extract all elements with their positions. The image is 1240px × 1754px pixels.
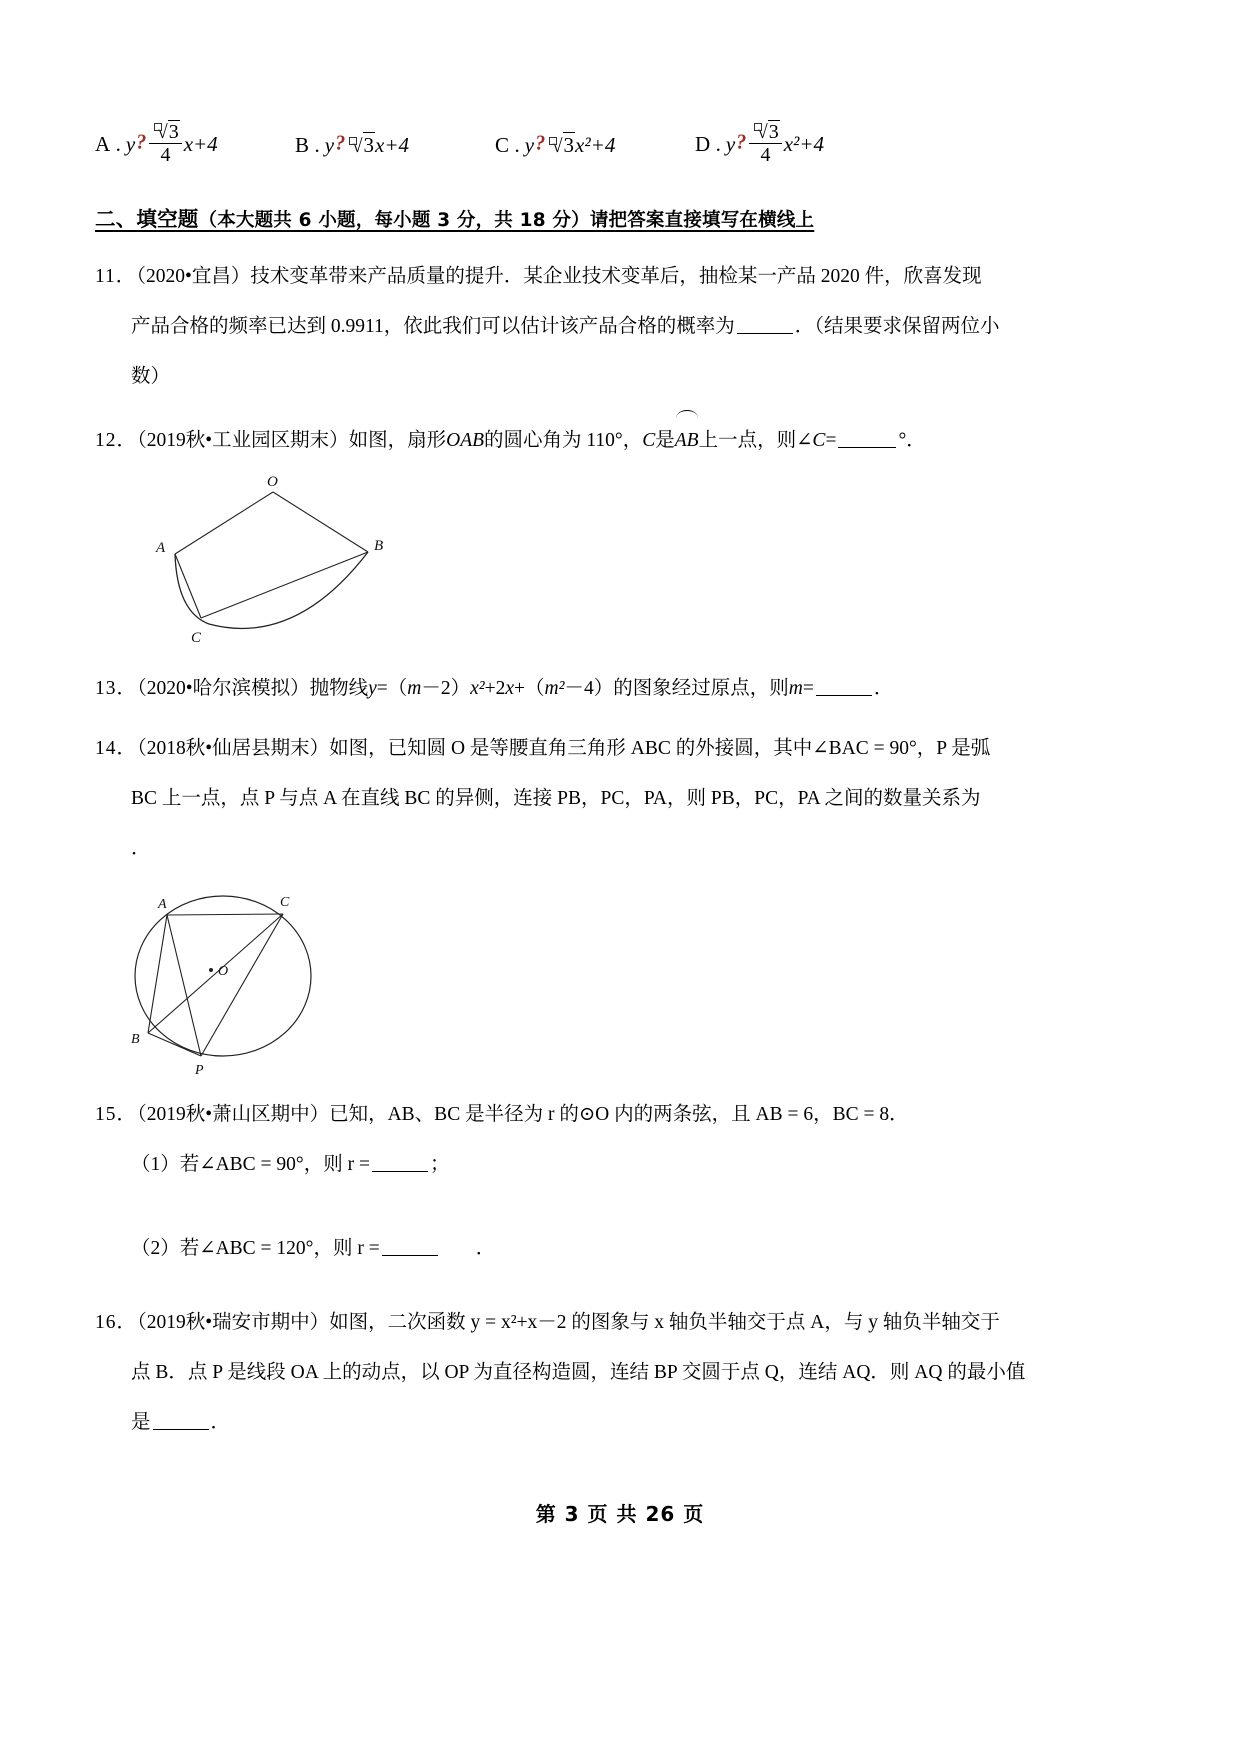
question-14 [95,724,1150,874]
question-11-text-2a: 产品合格的频率已达到 0.9911，依此我们可以估计该产品合格的概率为 [131,316,735,337]
question-11-line-1 [95,252,1150,302]
figure-label-p: P [195,1063,204,1078]
choice-separator-c: . [514,132,520,157]
segment-ac [167,914,283,915]
answer-blank-q12[interactable] [838,428,896,448]
question-15-number: 15． [95,1104,138,1125]
question-13 [95,664,1150,714]
page-number-text: 第 3 页 共 26 页 [535,1502,705,1526]
choice-relation-glyph-b: ¿ [335,134,346,157]
question-13-mid-1: －2） [421,678,471,699]
choice-label-d: D [695,132,711,157]
figure-sector-oab [125,472,1150,652]
segment-pc [201,914,283,1056]
figure-label-b: B [374,538,384,554]
question-16-text-3b: ． [210,1412,231,1433]
choice-variable-c: y [524,132,535,157]
question-15-sub2-suffix: ． [475,1238,496,1259]
question-11-source: （2020•宜昌） [136,266,251,287]
question-15 [95,1090,1150,1274]
radical-icon: √3 [346,133,375,158]
question-12-degree-suffix: °． [898,430,926,451]
choice-relation-glyph-c: ¿ [535,134,546,157]
question-13-eq-2: = [802,678,814,699]
answer-blank-q16[interactable] [153,1410,209,1430]
question-12-line-1 [95,416,1150,466]
question-13-text-a: 抛物线 [309,678,369,699]
question-16-line-2: 点 B．点 P 是线段 OA 上的动点，以 OP 为直径构造圆，连结 BP 交圆于点 Q，连结 AQ．则 AQ 的最小值 [131,1362,1026,1383]
question-15-source: （2019秋•萧山区期中） [137,1104,330,1125]
section-heading-detail: （本大题共 6 小题，每小题 3 分，共 18 分）请把答案直接填写在横线上 [198,210,815,231]
figure-label-c: C [191,630,202,646]
segment-ab [148,915,167,1033]
page-footer [0,1498,1240,1527]
section-heading-prefix: 二、填空题 [95,207,199,231]
question-12-text-c: 是 [655,430,675,451]
choice-label-b: B [295,132,310,157]
question-14-number: 14． [95,738,138,759]
question-13-mid-3: +（ [514,678,545,699]
question-11 [95,252,1150,402]
question-12-text-b: 的圆心角为 110°， [484,430,643,451]
question-16-number: 16． [95,1312,138,1333]
question-13-x: x [505,678,515,699]
question-14-line-1 [95,724,1150,774]
choice-radicand-b: 3 [363,132,375,157]
segment-pb [148,1033,201,1056]
choice-separator-b: . [314,132,320,157]
question-13-eq: =（ [376,678,408,699]
choice-options-row [95,110,1150,180]
choice-tail-c: x²+4 [575,132,616,157]
choice-tail-d: x²+4 [783,132,824,157]
choice-separator-d: . [715,132,721,157]
choice-tail-a: x+4 [183,132,218,157]
choice-option-b[interactable] [295,133,495,158]
question-11-number: 11． [95,266,137,287]
arc-ab-icon: AB [675,416,699,466]
question-13-period: ． [873,678,894,699]
radical-icon: √3 [151,122,179,143]
question-14-text-1: 如图，已知圆 O 是等腰直角三角形 ABC 的外接圆，其中∠BAC = 90°，P 是弧 [329,738,991,759]
question-13-m-3: m [788,678,803,699]
figure-label-b: B [131,1032,140,1047]
choice-fraction-denominator-d: 4 [760,144,771,167]
question-13-y: y [368,678,377,699]
choice-label-a: A [95,132,111,157]
figure-label-a: A [156,540,166,556]
choice-option-a[interactable] [95,120,295,167]
question-12-text-e: = [825,430,837,451]
question-16-source: （2019秋•瑞安市期中） [137,1312,330,1333]
choice-separator-a: . [115,132,121,157]
segment-pa [167,915,201,1056]
answer-blank-q13[interactable] [816,676,872,696]
question-12-point-c: C [642,430,656,451]
figure-label-c: C [280,895,290,910]
question-15-sub-2 [95,1224,1150,1274]
choice-option-c[interactable] [495,133,695,158]
question-16-line-3 [95,1398,1150,1448]
question-16-text-3a: 是 [131,1412,151,1433]
question-13-mid-4: －4）的图象经过原点，则 [564,678,789,699]
question-13-mid-2: +2 [484,678,506,699]
question-14-line-3: ． [131,838,151,859]
choice-option-d[interactable] [695,120,895,167]
choice-label-c: C [495,132,510,157]
choice-fraction-numerator-d [749,122,781,143]
question-15-sub1-suffix: ； [429,1154,450,1175]
question-12-text-d: 上一点，则∠ [698,430,813,451]
question-12 [95,416,1150,466]
figure-sector-oab-svg [125,472,445,652]
choice-variable-b: y [324,132,335,157]
question-15-sub1-text: （1）若∠ABC = 90°，则 r = [131,1154,370,1175]
choice-radicand-c: 3 [563,132,575,157]
question-11-text-1: 技术变革带来产品质量的提升．某企业技术变革后，抽检某一产品 2020 件，欣喜发现 [250,266,982,287]
question-12-text-a: 如图，扇形 [348,430,447,451]
question-13-number: 13． [95,678,138,699]
radical-icon: √3 [546,133,575,158]
segment-ob [273,492,368,552]
question-16-line-1 [95,1298,1150,1348]
segment-cb [201,552,368,618]
question-12-angle-c: C [812,430,826,451]
choice-fraction-d [749,122,781,166]
question-14-source: （2018秋•仙居县期末） [137,738,330,759]
choice-relation-glyph-d: ¿ [736,134,747,157]
figure-label-a: A [158,897,167,912]
choice-variable-a: y [125,132,136,157]
question-15-sub2-text: （2）若∠ABC = 120°，则 r = [131,1238,380,1259]
figure-label-o: O [267,474,278,490]
center-point-o [209,968,213,972]
question-13-m-1: m [407,678,422,699]
question-11-line-3: 数） [131,366,171,387]
question-16 [95,1298,1150,1448]
answer-blank-q15-1[interactable] [372,1152,428,1172]
choice-fraction-numerator-a [149,122,181,143]
segment-bc [148,914,283,1033]
radical-icon: √3 [751,122,779,143]
question-15-sub-1 [95,1140,1150,1190]
choice-tail-b: x+4 [375,132,410,157]
figure-circle-triangle-abc-p [115,878,1150,1078]
segment-oa [175,492,273,554]
question-13-x-squared: x² [470,678,485,699]
question-13-source: （2020•哈尔滨模拟） [137,678,310,699]
choice-fraction-denominator-a: 4 [160,144,171,167]
question-11-text-2b: ．（结果要求保留两位小 [794,316,1000,337]
question-13-line-1 [95,664,1150,714]
question-16-text-1: 如图，二次函数 y = x²+x－2 的图象与 x 轴负半轴交于点 A，与 y 轴负半轴交于 [329,1312,1000,1333]
figure-label-o: O [218,964,229,979]
question-12-source: （2019秋•工业园区期末） [137,430,349,451]
question-11-line-2 [95,302,1150,352]
section-heading [95,202,1150,232]
question-15-line-1 [95,1090,1150,1140]
question-15-text-1: 已知，AB、BC 是半径为 r 的⊙O 内的两条弦，且 AB = 6，BC = 8． [329,1104,909,1125]
question-13-m-squared: m² [544,678,565,699]
choice-fraction-a [149,122,181,166]
question-14-line-2: BC 上一点，点 P 与点 A 在直线 BC 的异侧，连接 PB，PC，PA，则 PB，PC，PA 之间的数量关系为 [131,788,981,809]
answer-blank-q15-2[interactable] [382,1236,438,1256]
page-content [95,110,1150,1448]
question-12-number: 12． [95,430,138,451]
question-12-sector-label: OAB [446,430,485,451]
answer-blank-q11[interactable] [737,314,793,334]
choice-variable-d: y [725,132,736,157]
figure-circle-triangle-svg [115,878,435,1078]
choice-relation-glyph-a: ¿ [136,134,147,157]
